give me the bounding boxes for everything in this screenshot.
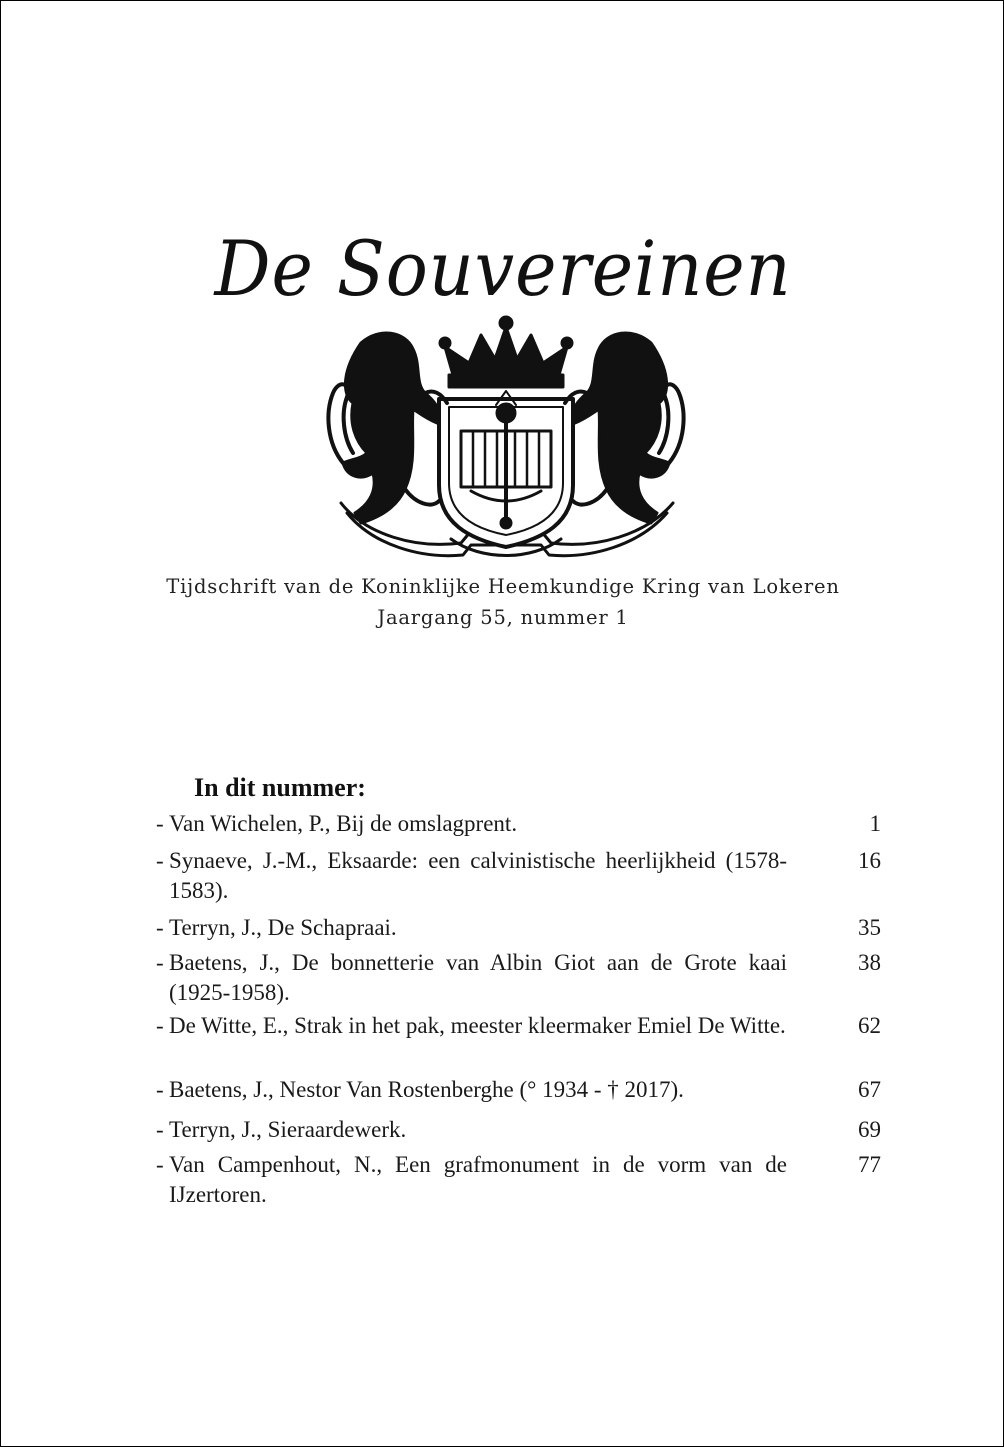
toc-item xyxy=(156,1150,881,1212)
toc-item-text: Terryn, J., Sieraardewerk. xyxy=(169,1117,407,1142)
toc-item-dash: - xyxy=(156,1117,164,1142)
toc-item xyxy=(156,1115,881,1150)
journal-title: De Souvereinen xyxy=(214,224,792,313)
toc-item-text: Van Campenhout, N., Een grafmonument in de vorm van de IJzertoren. xyxy=(169,1152,787,1207)
journal-description: Tijdschrift van de Koninklijke Heemkundige Kring van Lokeren xyxy=(166,575,840,598)
toc-item-dash: - xyxy=(156,1152,164,1177)
toc-item-dash: - xyxy=(156,950,164,975)
coat-of-arms-lions-crown-icon xyxy=(321,313,691,573)
toc-item xyxy=(156,1075,881,1115)
journal-subtitle xyxy=(1,571,1004,633)
toc-item-text: Terryn, J., De Schapraai. xyxy=(169,915,397,940)
toc-item-text: Baetens, J., De bonnetterie van Albin Giot aan de Grote kaai (1925-1958). xyxy=(169,950,787,1005)
toc-item-text: Synaeve, J.-M., Eksaarde: een calvinistische heerlijkheid (1578-1583). xyxy=(169,848,787,903)
toc-item-page: 38 xyxy=(858,950,881,975)
toc-item-dash: - xyxy=(156,848,164,873)
toc-item-page: 35 xyxy=(858,915,881,940)
toc-item-dash: - xyxy=(156,811,164,836)
toc-item-text: Baetens, J., Nestor Van Rostenberghe (° 1934 - † 2017). xyxy=(169,1077,684,1102)
toc-item-page: 16 xyxy=(858,848,881,873)
toc-item-page: 69 xyxy=(858,1117,881,1142)
toc-item-page: 62 xyxy=(858,1013,881,1038)
journal-issue: Jaargang 55, nummer 1 xyxy=(377,606,629,629)
toc-item xyxy=(156,948,881,1011)
toc-item xyxy=(156,809,881,846)
toc-item-page: 1 xyxy=(869,811,881,836)
toc-item xyxy=(156,913,881,948)
toc-item-dash: - xyxy=(156,915,164,940)
toc-item xyxy=(156,846,881,913)
toc-item-page: 67 xyxy=(858,1077,881,1102)
toc-item-text: Van Wichelen, P., Bij de omslagprent. xyxy=(169,811,518,836)
toc-item-dash: - xyxy=(156,1013,164,1038)
table-of-contents xyxy=(156,809,881,1212)
toc-item-page: 77 xyxy=(858,1152,881,1177)
toc-item xyxy=(156,1011,881,1075)
toc-heading: In dit nummer: xyxy=(194,773,366,802)
toc-item-text: De Witte, E., Strak in het pak, meester kleermaker Emiel De Witte. xyxy=(169,1013,786,1038)
toc-item-dash: - xyxy=(156,1077,164,1102)
